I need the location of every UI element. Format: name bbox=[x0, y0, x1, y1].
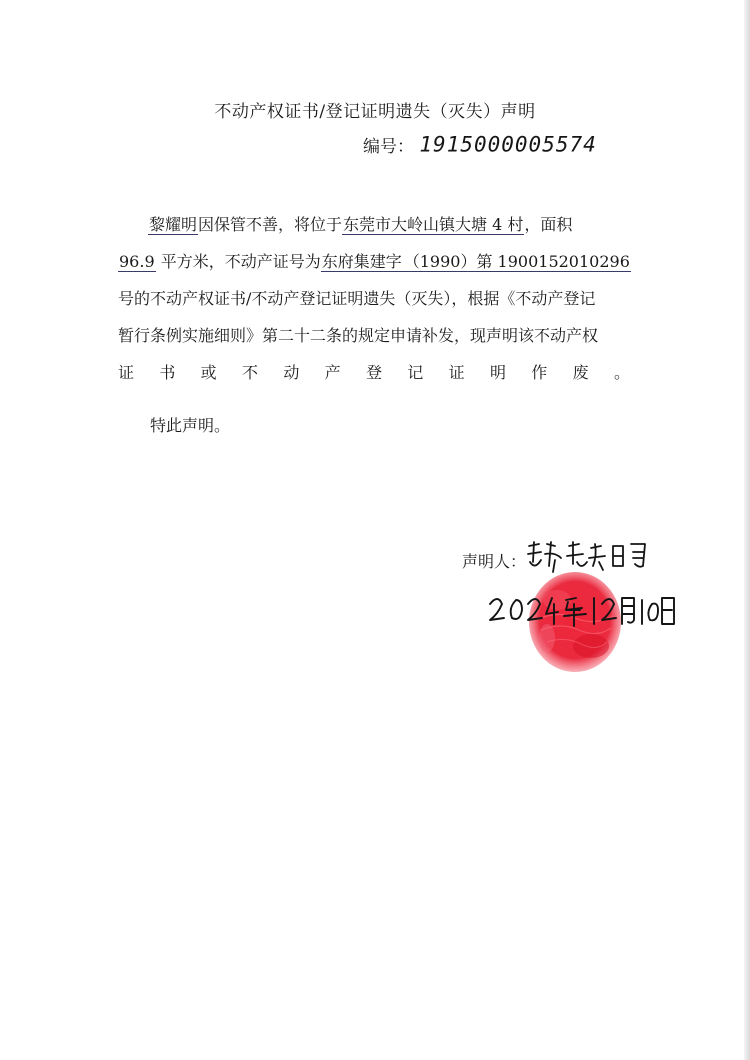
line5-char: 证 bbox=[118, 363, 135, 382]
line5-char: 作 bbox=[531, 363, 548, 382]
property-location-field: 东莞市大岭山镇大塘 4 村 bbox=[343, 215, 524, 234]
body-line-5 bbox=[118, 354, 630, 391]
line5-char: 。 bbox=[613, 363, 630, 382]
body-line-4: 暂行条例实施细则》第二十二条的规定申请补发，现声明该不动产权 bbox=[118, 326, 599, 345]
line5-char: 不 bbox=[241, 363, 258, 382]
certificate-prefix-field: 东府集建字 bbox=[321, 252, 402, 271]
line5-char: 废 bbox=[572, 363, 589, 382]
line5-char: 登 bbox=[365, 363, 382, 382]
certificate-number-field: （1990）第 1900152010296 bbox=[403, 252, 630, 271]
body-line-1-text-b: ，面积 bbox=[524, 215, 573, 234]
area-field: 96.9 bbox=[119, 252, 155, 271]
line5-char: 动 bbox=[283, 363, 300, 382]
body-line-3: 号的不动产权证书/不动产登记证明遗失（灭失），根据《不动产登记 bbox=[118, 289, 596, 308]
body-line-2-text-a: 平方米，不动产证号为 bbox=[155, 252, 321, 271]
handwritten-signature bbox=[525, 536, 665, 584]
handwritten-date bbox=[486, 590, 676, 634]
line5-char: 证 bbox=[448, 363, 465, 382]
serial-label: 编号： bbox=[363, 137, 414, 157]
declarant-label: 声明人： bbox=[462, 552, 527, 571]
line5-char: 书 bbox=[159, 363, 176, 382]
body-line-1-text-a: 因保管不善，将位于 bbox=[198, 215, 343, 234]
body-line-2 bbox=[118, 243, 638, 280]
closing-statement: 特此声明。 bbox=[150, 416, 231, 435]
line5-char: 记 bbox=[407, 363, 424, 382]
serial-number-row bbox=[363, 132, 597, 157]
line5-char: 产 bbox=[324, 363, 341, 382]
serial-number-handwritten: 1915000005574 bbox=[419, 132, 597, 157]
declaration-body bbox=[118, 206, 638, 391]
body-line-1 bbox=[118, 206, 638, 243]
document-title: 不动产权证书/登记证明遗失（灭失）声明 bbox=[214, 102, 536, 122]
page-edge bbox=[744, 0, 750, 1060]
owner-name-field: 黎耀明 bbox=[149, 215, 198, 234]
line5-char: 明 bbox=[489, 363, 506, 382]
line5-char: 或 bbox=[200, 363, 217, 382]
